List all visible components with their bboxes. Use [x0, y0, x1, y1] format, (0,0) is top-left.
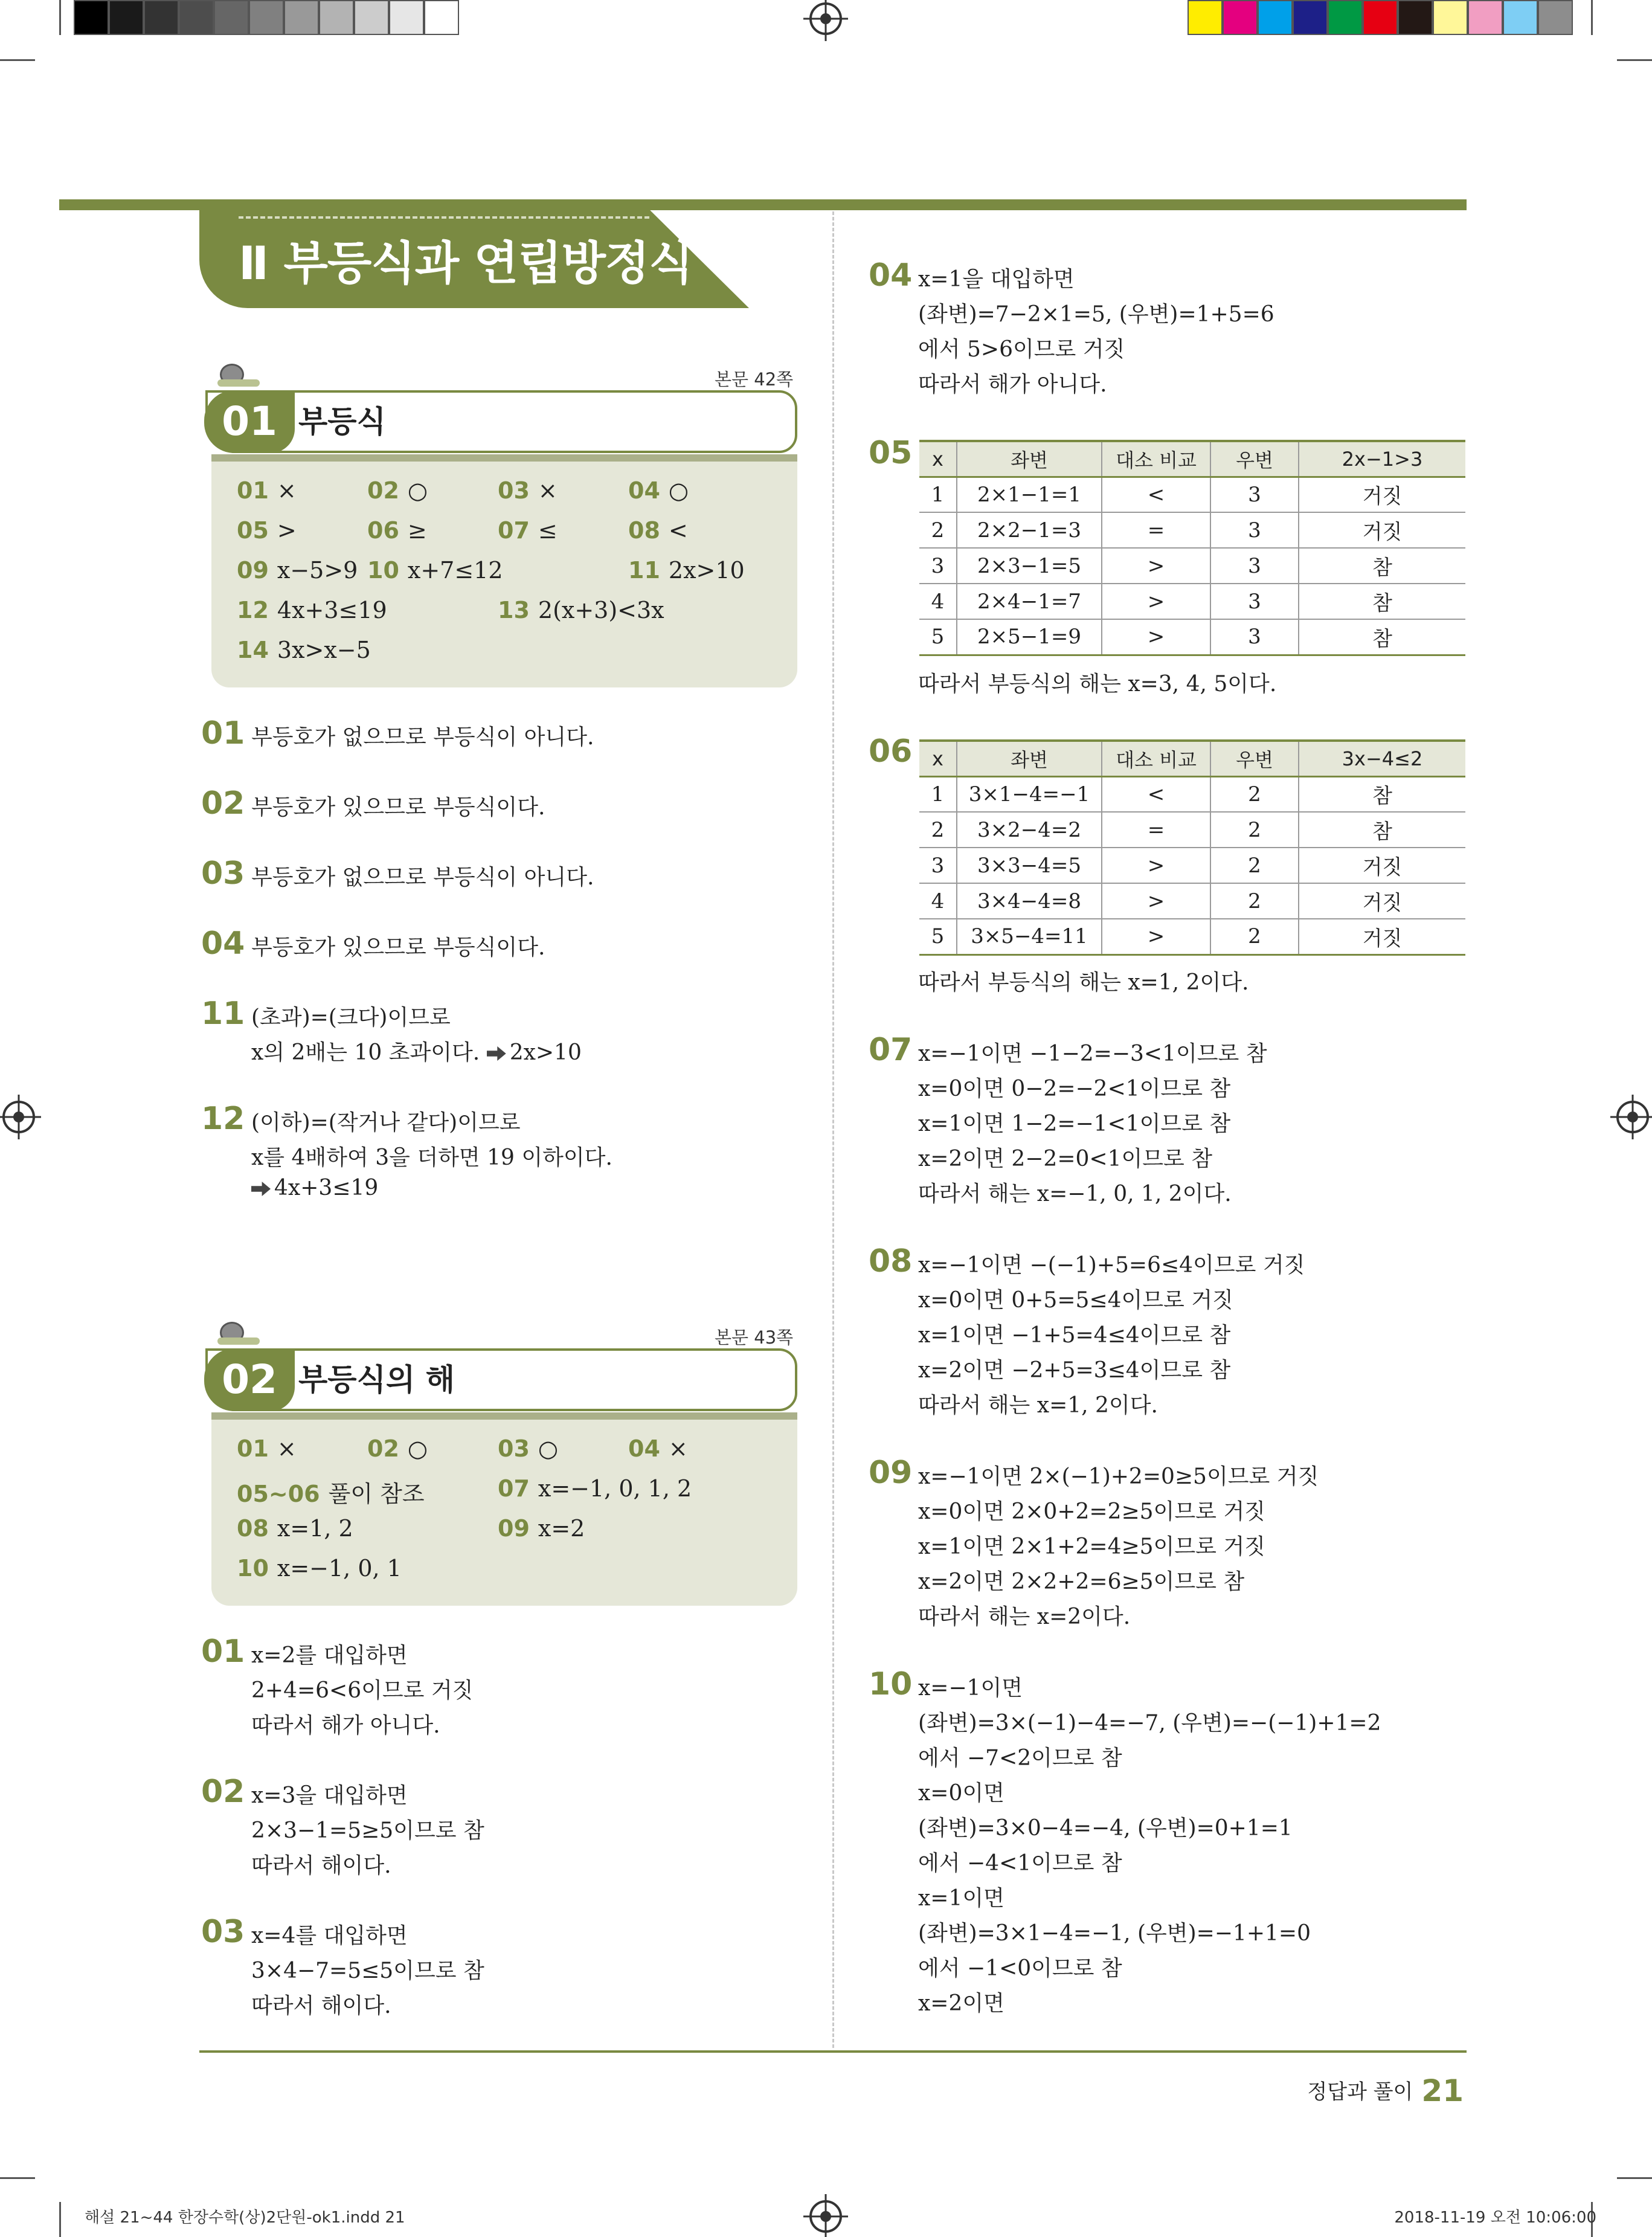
explanation-line: x의 2배는 10 초과이다. 2x>10: [251, 1040, 582, 1065]
table-cell: 3: [1210, 584, 1299, 619]
table-header: 좌변: [957, 441, 1102, 477]
answer-item: 04 ○: [628, 477, 689, 504]
registration-mark-top: [809, 2, 842, 35]
explanation-line: 따라서 해는 x=−1, 0, 1, 2이다.: [918, 1182, 1232, 1206]
explanation-line: x=0이면 0+5=5≤4이므로 거짓: [918, 1288, 1233, 1313]
color-swatch: [214, 0, 249, 35]
explanation-line: x=0이면: [918, 1781, 1004, 1806]
explanation-line: 부등호가 있으므로 부등식이다.: [251, 935, 545, 960]
table-cell: 2: [1210, 883, 1299, 919]
table-cell: 5: [919, 919, 957, 954]
answer-item: 08 x=1, 2: [237, 1515, 353, 1542]
answer-item: 04 ×: [628, 1435, 688, 1462]
explanation-line: 따라서 부등식의 해는 x=1, 2이다.: [918, 970, 1249, 995]
answer-item: 07 ≤: [498, 517, 558, 544]
snail-icon: [217, 361, 260, 388]
answer-item: 14 3x>x−5: [237, 637, 371, 663]
table-cell: 1: [919, 776, 957, 812]
answer-item: 02 ○: [367, 477, 428, 504]
explanation-number: 08: [869, 1243, 913, 1279]
table-cell: 3×3−4=5: [957, 848, 1102, 883]
registration-mark-bottom: [809, 2200, 842, 2233]
table-cell: >: [1102, 883, 1210, 919]
section2-page-ref: 본문 43쪽: [715, 1327, 794, 1348]
explanation-number: 02: [201, 1774, 245, 1810]
table-cell: 2: [1210, 848, 1299, 883]
table-header: 우변: [1210, 441, 1299, 477]
table-cell: 4: [919, 883, 957, 919]
explanation-number: 09: [869, 1455, 913, 1491]
table-cell: >: [1102, 919, 1210, 954]
color-swatch: [1363, 0, 1398, 35]
explanation-line: x=2를 대입하면: [251, 1643, 408, 1668]
table-cell: 2×1−1=1: [957, 477, 1102, 512]
crop-mark: [59, 0, 61, 35]
table-cell: >: [1102, 548, 1210, 584]
q05-table: [919, 440, 1465, 656]
table-header: 2x−1>3: [1299, 441, 1465, 477]
explanation-line: 에서 −4<1이므로 참: [918, 1851, 1122, 1876]
page-number: 21: [1421, 2073, 1464, 2108]
table-header: 대소 비교: [1102, 441, 1210, 477]
answer-item: 09 x−5>9: [237, 557, 358, 584]
table-cell: 거짓: [1299, 512, 1465, 548]
explanation-line: x=4를 대입하면: [251, 1923, 408, 1948]
explanation-line: (좌변)=3×1−4=−1, (우변)=−1+1=0: [918, 1921, 1311, 1946]
explanation-line: x를 4배하여 3을 더하면 19 이하이다.: [251, 1145, 612, 1170]
explanation-line: 2×3−1=5≥5이므로 참: [251, 1818, 484, 1843]
table-cell: >: [1102, 619, 1210, 655]
table-cell: >: [1102, 584, 1210, 619]
explanation-line: 에서 −1<0이므로 참: [918, 1956, 1122, 1981]
table-cell: 1: [919, 477, 957, 512]
explanation-line: 따라서 부등식의 해는 x=3, 4, 5이다.: [918, 672, 1277, 697]
table-cell: 4: [919, 584, 957, 619]
color-swatch: [1258, 0, 1293, 35]
explanation-line: (좌변)=3×0−4=−4, (우변)=0+1=1: [918, 1816, 1293, 1841]
color-swatch: [179, 0, 214, 35]
section2-header: [205, 1348, 797, 1411]
explanation-line: 에서 5>6이므로 거짓: [918, 337, 1125, 362]
table-cell: 참: [1299, 584, 1465, 619]
color-swatch: [249, 0, 284, 35]
explanation-number: 03: [201, 1914, 245, 1950]
section2-title: 부등식의 해: [298, 1362, 455, 1397]
explanation-number: 05: [869, 435, 913, 471]
table-cell: 거짓: [1299, 848, 1465, 883]
table-cell: >: [1102, 848, 1210, 883]
explanation-number: 01: [201, 715, 245, 752]
table-cell: 3×1−4=−1: [957, 776, 1102, 812]
section2-number: 02: [204, 1348, 295, 1411]
explanation-line: 따라서 해는 x=2이다.: [918, 1605, 1131, 1629]
table-row: [919, 584, 1465, 619]
explanation-number: 01: [201, 1633, 245, 1670]
table-cell: 3: [1210, 619, 1299, 655]
table-cell: 참: [1299, 548, 1465, 584]
table-cell: 3: [1210, 548, 1299, 584]
explanation-number: 03: [201, 855, 245, 892]
bottom-rule: [199, 2050, 1467, 2053]
explanation-number: 07: [869, 1032, 913, 1068]
answer-item: 05 >: [237, 517, 297, 544]
crop-mark: [1617, 59, 1652, 61]
table-cell: 3×2−4=2: [957, 812, 1102, 848]
explanation-line: x=2이면 2×2+2=6≥5이므로 참: [918, 1569, 1245, 1594]
explanation-line: x=−1이면 2×(−1)+2=0≥5이므로 거짓: [918, 1464, 1319, 1489]
explanation-line: (좌변)=7−2×1=5, (우변)=1+5=6: [918, 302, 1274, 327]
explanation-line: 에서 −7<2이므로 참: [918, 1746, 1122, 1771]
section1-header: [205, 390, 797, 453]
table-row: [919, 919, 1465, 954]
explanation-line: x=1이면 1−2=−1<1이므로 참: [918, 1112, 1231, 1136]
crop-mark: [59, 2202, 61, 2237]
slug-right: 2018-11-19 오전 10:06:00: [1394, 2209, 1596, 2227]
registration-mark-left: [2, 1101, 35, 1133]
section1-number: 01: [204, 390, 295, 453]
color-swatch: [74, 0, 109, 35]
color-swatch: [424, 0, 459, 35]
color-swatch: [1223, 0, 1258, 35]
color-swatch: [319, 0, 354, 35]
answer-item: 07 x=−1, 0, 1, 2: [498, 1475, 692, 1502]
explanation-number: 12: [201, 1101, 245, 1137]
explanation-line: x=1이면 −1+5=4≤4이므로 참: [918, 1323, 1231, 1348]
crop-mark: [1591, 0, 1593, 35]
table-cell: 3×5−4=11: [957, 919, 1102, 954]
table-row: [919, 548, 1465, 584]
explanation-line: x=0이면 2×0+2=2≥5이므로 거짓: [918, 1499, 1265, 1524]
color-swatch: [354, 0, 389, 35]
explanation-line: 3×4−7=5≤5이므로 참: [251, 1959, 484, 1983]
color-swatch: [144, 0, 179, 35]
answer-item: 02 ○: [367, 1435, 428, 1462]
chapter-tab-dashline: [239, 216, 649, 219]
table-cell: =: [1102, 512, 1210, 548]
header-bar: [59, 199, 1467, 210]
table-cell: 2: [1210, 812, 1299, 848]
chapter-title: Ⅱ 부등식과 연립방정식: [239, 236, 693, 290]
registration-mark-right: [1616, 1101, 1649, 1133]
slug-left: 해설 21~44 한장수학(상)2단원-ok1.indd 21: [85, 2209, 405, 2227]
table-cell: 3: [919, 848, 957, 883]
table-row: [919, 883, 1465, 919]
arrow-right-icon: [487, 1046, 506, 1061]
answer-item: 03 ○: [498, 1435, 559, 1462]
table-cell: 거짓: [1299, 477, 1465, 512]
explanation-line: (좌변)=3×(−1)−4=−7, (우변)=−(−1)+1=2: [918, 1711, 1381, 1736]
table-header: 좌변: [957, 741, 1102, 776]
table-cell: 2×2−1=3: [957, 512, 1102, 548]
color-swatch: [389, 0, 424, 35]
color-swatch: [109, 0, 144, 35]
explanation-number: 04: [869, 257, 913, 294]
explanation-number: 10: [869, 1666, 913, 1702]
answer-item: 10 x+7≤12: [367, 557, 503, 584]
table-cell: =: [1102, 812, 1210, 848]
table-row: [919, 848, 1465, 883]
answer-item: 01 ×: [237, 477, 297, 504]
table-cell: 5: [919, 619, 957, 655]
table-cell: 2×4−1=7: [957, 584, 1102, 619]
crop-mark: [1617, 2177, 1652, 2179]
crop-mark: [0, 59, 35, 61]
explanation-line: (이하)=(작거나 같다)이므로: [251, 1110, 521, 1135]
explanation-line: 따라서 해는 x=1, 2이다.: [918, 1393, 1158, 1418]
color-swatch: [1468, 0, 1503, 35]
answer-item: 10 x=−1, 0, 1: [237, 1555, 402, 1582]
explanation-line: x=1이면 2×1+2=4≥5이므로 거짓: [918, 1534, 1265, 1559]
explanation-line: (초과)=(크다)이므로: [251, 1005, 451, 1030]
table-cell: 2: [1210, 919, 1299, 954]
answer-item: 01 ×: [237, 1435, 297, 1462]
table-cell: 3×4−4=8: [957, 883, 1102, 919]
explanation-line: x=−1이면 −1−2=−3<1이므로 참: [918, 1041, 1267, 1066]
table-cell: 2: [919, 812, 957, 848]
table-cell: 3: [1210, 477, 1299, 512]
answer-item: 11 2x>10: [628, 557, 745, 584]
table-cell: 2: [919, 512, 957, 548]
table-cell: 참: [1299, 776, 1465, 812]
explanation-line: 따라서 해가 아니다.: [251, 1713, 440, 1738]
table-cell: 3: [1210, 512, 1299, 548]
explanation-line: 따라서 해가 아니다.: [918, 372, 1107, 397]
answer-item: 13 2(x+3)<3x: [498, 597, 664, 623]
color-swatch: [1433, 0, 1468, 35]
answer-item: 06 ≥: [367, 517, 427, 544]
column-divider: [832, 211, 834, 2048]
table-cell: 3: [919, 548, 957, 584]
arrow-right-icon: [251, 1182, 271, 1196]
table-header: 대소 비교: [1102, 741, 1210, 776]
answer-item: 12 4x+3≤19: [237, 597, 387, 623]
explanation-line: x=2이면: [918, 1991, 1004, 2016]
explanation-line: x=2이면 −2+5=3≤4이므로 참: [918, 1358, 1231, 1383]
color-swatch: [1503, 0, 1538, 35]
table-cell: <: [1102, 477, 1210, 512]
table-cell: 참: [1299, 619, 1465, 655]
table-header: x: [919, 441, 957, 477]
color-swatch: [1293, 0, 1328, 35]
table-header: 우변: [1210, 741, 1299, 776]
explanation-line: x=3을 대입하면: [251, 1783, 408, 1808]
table-cell: 거짓: [1299, 883, 1465, 919]
table-cell: <: [1102, 776, 1210, 812]
color-swatch: [284, 0, 319, 35]
q06-table: [919, 739, 1465, 956]
table-cell: 2: [1210, 776, 1299, 812]
table-row: [919, 512, 1465, 548]
explanation-number: 11: [201, 996, 245, 1032]
explanation-number: 02: [201, 785, 245, 822]
table-cell: 2×5−1=9: [957, 619, 1102, 655]
table-cell: 2×3−1=5: [957, 548, 1102, 584]
explanation-line: x=−1이면: [918, 1676, 1023, 1701]
answer-item: 09 x=2: [498, 1515, 585, 1542]
explanation-line: 2+4=6<6이므로 거짓: [251, 1678, 474, 1703]
explanation-line: x=1이면: [918, 1886, 1004, 1911]
explanation-line: 부등호가 없으므로 부등식이 아니다.: [251, 725, 594, 750]
page-footer: [1307, 2073, 1464, 2108]
explanation-line: x=−1이면 −(−1)+5=6≤4이므로 거짓: [918, 1253, 1305, 1278]
table-cell: 거짓: [1299, 919, 1465, 954]
color-swatch: [1188, 0, 1223, 35]
explanation-line: 따라서 해이다.: [251, 1853, 391, 1878]
color-swatch: [1328, 0, 1363, 35]
explanation-line: 부등호가 없으므로 부등식이 아니다.: [251, 865, 594, 890]
color-swatch: [1398, 0, 1433, 35]
section1-page-ref: 본문 42쪽: [715, 369, 794, 390]
explanation-line: 따라서 해이다.: [251, 1994, 391, 2018]
snail-icon: [217, 1319, 260, 1346]
crop-mark: [0, 2177, 35, 2179]
table-header: 3x−4≤2: [1299, 741, 1465, 776]
table-row: [919, 776, 1465, 812]
explanation-number: 04: [201, 925, 245, 962]
explanation-line: x=1을 대입하면: [918, 267, 1075, 292]
table-cell: 참: [1299, 812, 1465, 848]
section1-title: 부등식: [298, 404, 386, 439]
table-row: [919, 812, 1465, 848]
table-header: x: [919, 741, 957, 776]
table-row: [919, 619, 1465, 655]
explanation-line: 부등호가 있으므로 부등식이다.: [251, 795, 545, 820]
explanation-line: x=2이면 2−2=0<1이므로 참: [918, 1147, 1213, 1171]
footer-label: 정답과 풀이: [1307, 2080, 1413, 2104]
color-swatch: [1538, 0, 1573, 35]
answer-item: 03 ×: [498, 477, 558, 504]
table-row: [919, 477, 1465, 512]
explanation-line: 4x+3≤19: [251, 1176, 378, 1200]
explanation-number: 06: [869, 733, 913, 770]
answer-item: 08 <: [628, 517, 688, 544]
explanation-line: x=0이면 0−2=−2<1이므로 참: [918, 1077, 1231, 1101]
answer-item: 05~06 풀이 참조: [237, 1481, 425, 1507]
